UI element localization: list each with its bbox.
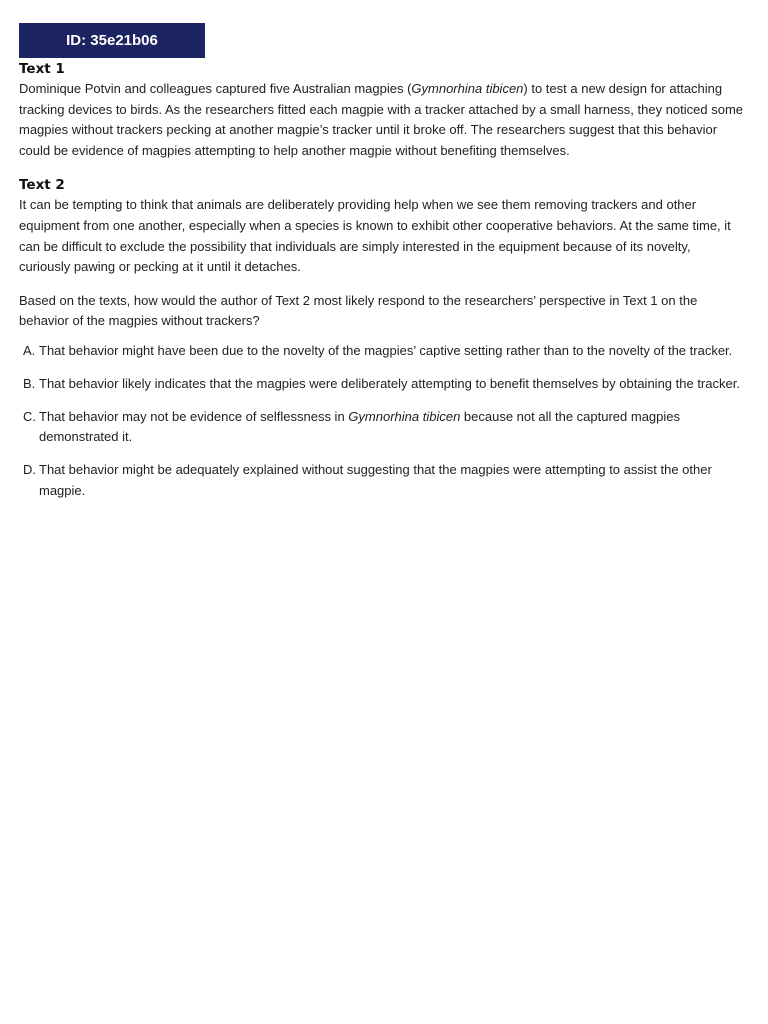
text1-passage-end: ) to test a new design for attaching tracking devices to birds. As the researchers fitted each magpie with a tracker attached by a small harness, they noticed some magpies without trackers pecking at another magpie’s tracker until it broke off. The researchers suggest that this behavior could be evidence of magpies attempting to help another magpie without benefiting themselves. [19, 81, 744, 158]
choice-c-text-start: That behavior may not be evidence of selflessness in [39, 408, 349, 424]
question-content [19, 60, 745, 514]
choice-c[interactable] [19, 407, 745, 448]
text1-heading: Text 1 [19, 61, 65, 77]
choice-d-letter: D. [23, 462, 36, 478]
choice-a-letter: A. [23, 342, 36, 358]
choice-c-text [39, 407, 745, 448]
question-id-label: ID: 35e21b06 [66, 32, 158, 49]
text1-species-name: Gymnorhina tibicen [411, 81, 524, 96]
question-prompt: Based on the texts, how would the author of Text 2 most likely respond to the researchers’ perspective in Text 1 on the behavior of the magpies without trackers? [19, 292, 698, 329]
choice-a[interactable] [19, 341, 745, 362]
text1-passage [19, 79, 745, 161]
choice-b[interactable] [19, 374, 745, 395]
choice-c-letter: C. [23, 408, 36, 424]
text2-heading: Text 2 [19, 177, 65, 194]
choice-c-species-name: Gymnorhina tibicen [348, 408, 461, 424]
choice-c-text-end: because not all the captured magpies demonstrated it. [39, 408, 680, 445]
answer-choices [19, 341, 745, 501]
choice-d[interactable] [19, 460, 745, 501]
text2-passage: It can be tempting to think that animals are deliberately providing help when we see them removing trackers and other equipment from one another, especially when a species is known to exhibit other cooperative behaviors. At the same time, it can be difficult to exclude the possibility that individuals are simply interested in the equipment because of its novelty, curiously pawing or pecking at it until it detaches. [19, 197, 731, 275]
choice-a-text: That behavior might have been due to the novelty of the magpies’ captive setting rather than to the novelty of the tracker. [39, 342, 733, 358]
question-id-badge [19, 23, 205, 58]
text1-passage-start: Dominique Potvin and colleagues captured five Australian magpies ( [19, 81, 412, 96]
choice-d-text: That behavior might be adequately explained without suggesting that the magpies were attempting to assist the other magpie. [39, 462, 712, 498]
choice-b-letter: B. [23, 375, 36, 391]
choice-b-text: That behavior likely indicates that the magpies were deliberately attempting to benefit themselves by obtaining the tracker. [39, 375, 740, 391]
